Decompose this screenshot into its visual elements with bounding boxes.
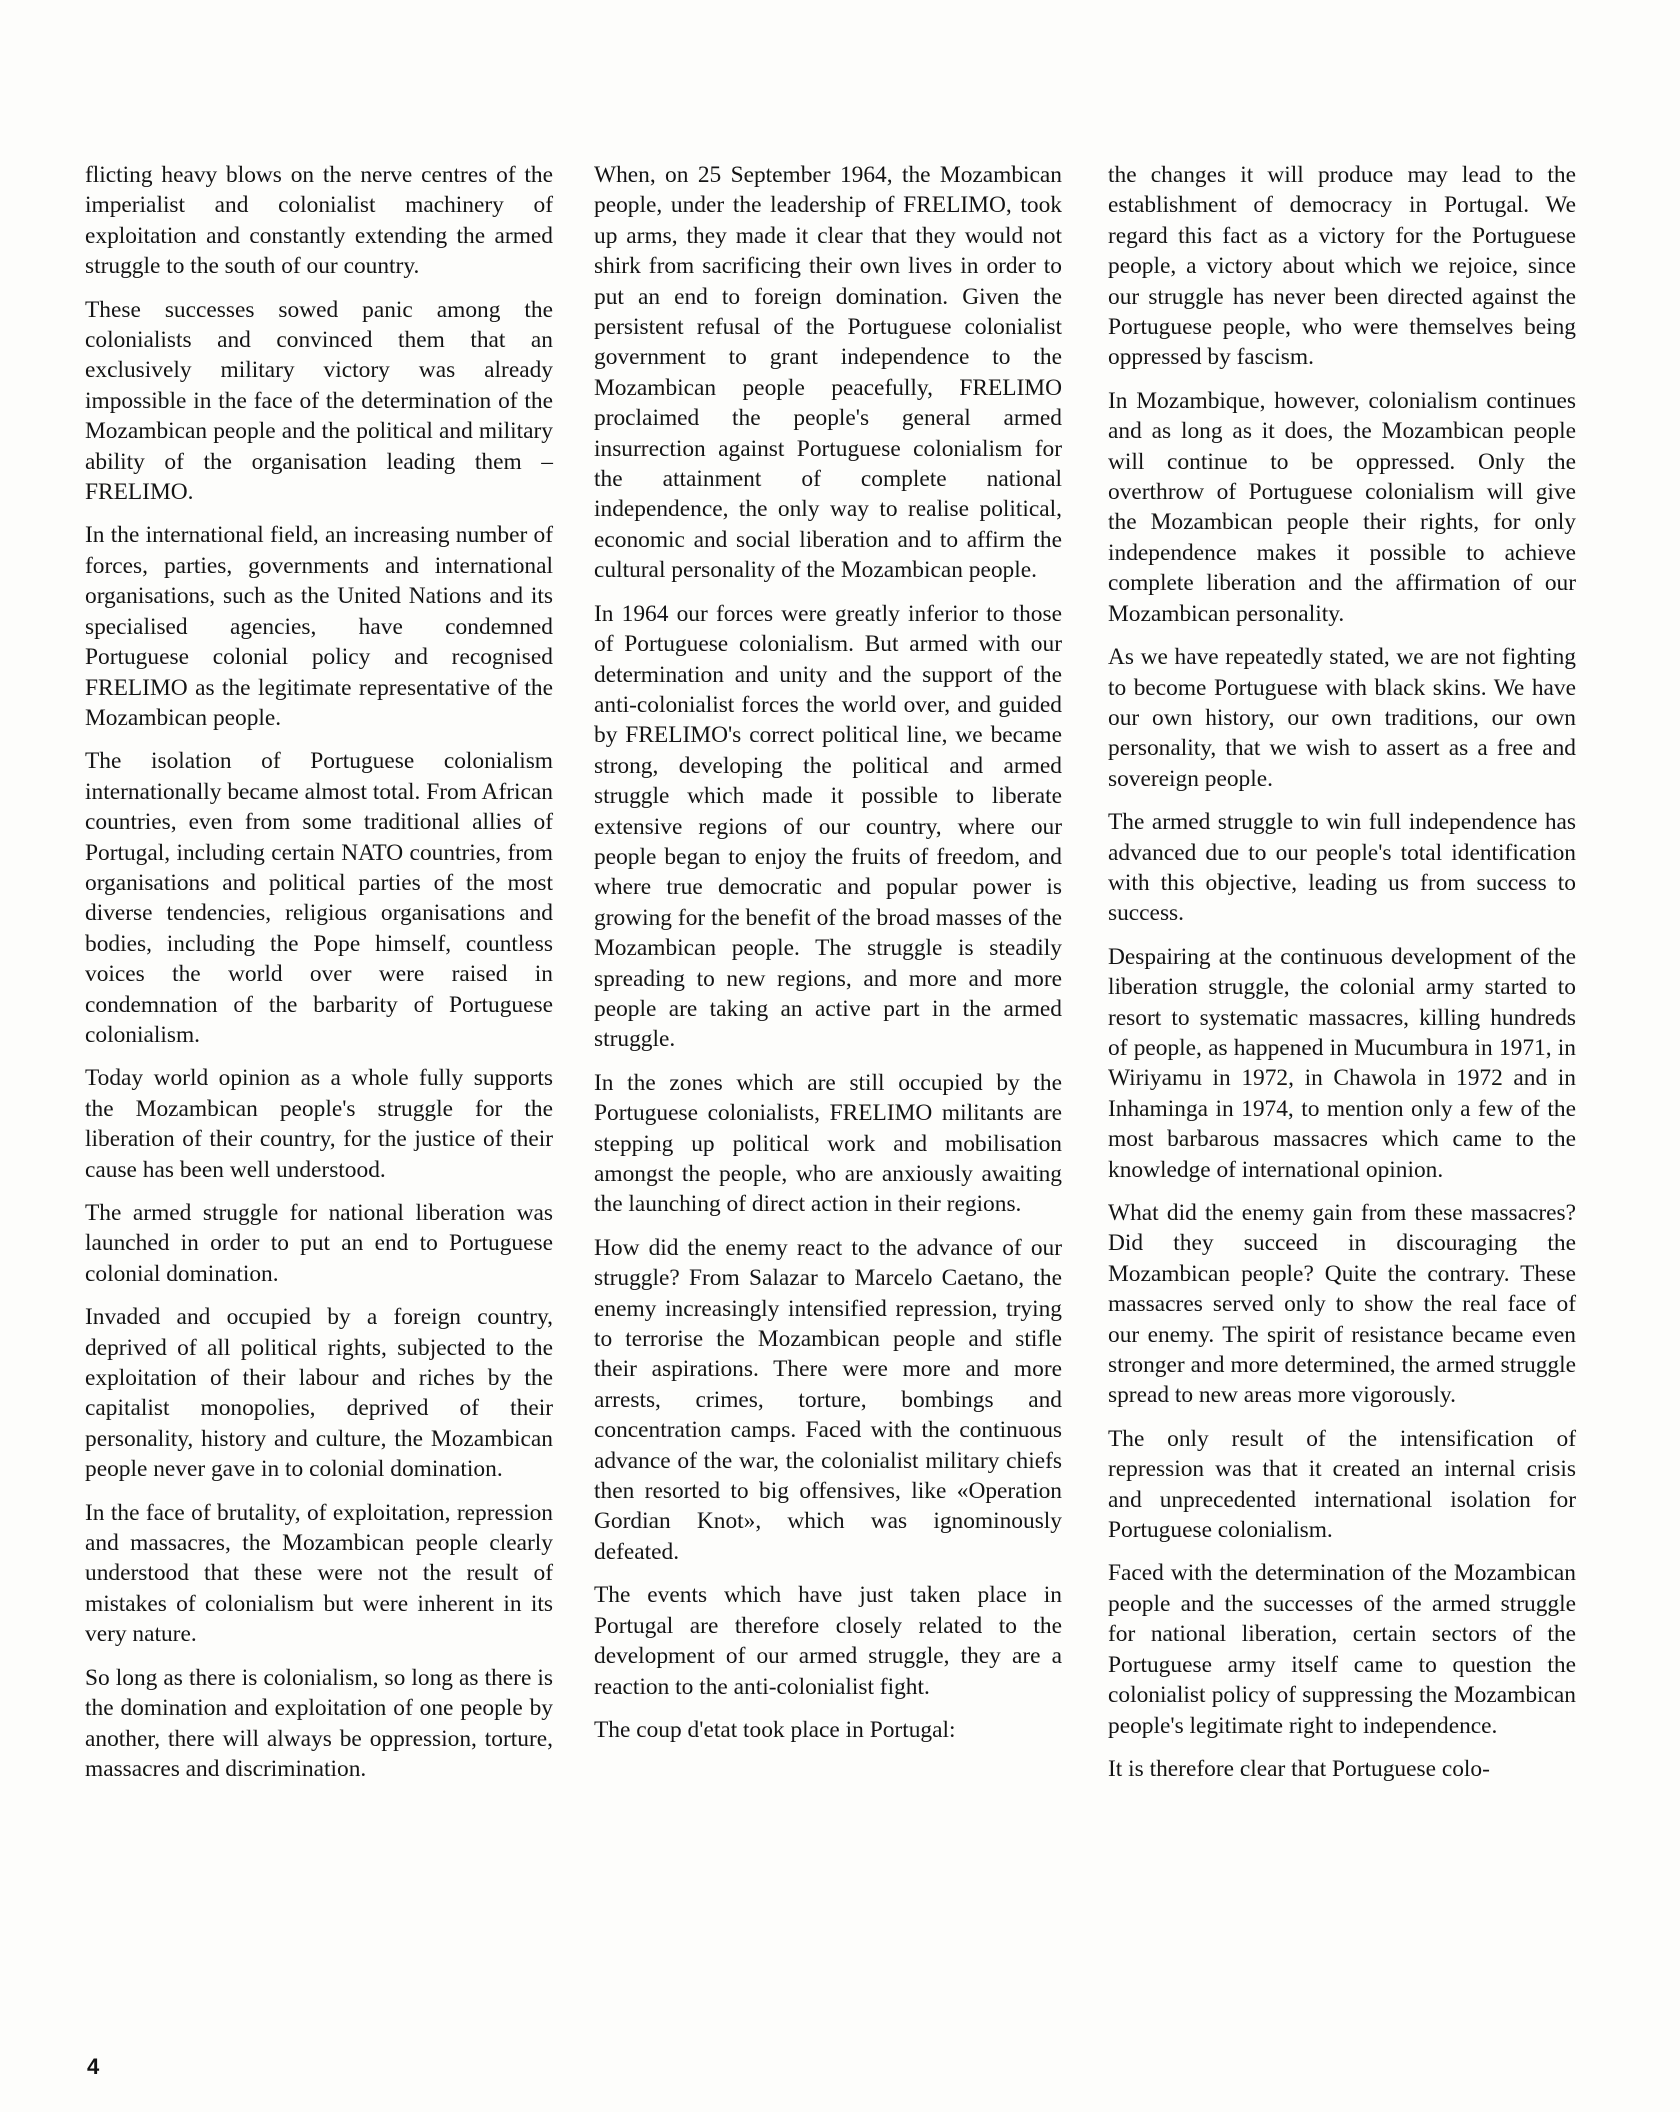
paragraph: the changes it will produce may lead to the establishment of democracy in Portugal. We regard this fact as a victory for the Portuguese people, a victory about which we rejoice, since our struggle has never been directed against the Portuguese people, who were themselves being oppressed by fascism. [1108,162,1576,371]
paragraph: The armed struggle to win full independence has advanced due to our people's total identification with this objective, leading us from success to success. [1108,809,1576,927]
paragraph: Invaded and occupied by a foreign country, deprived of all political rights, subjected to the exploitation of their labour and riches by the capitalist monopolies, deprived of their personality, history and culture, the Mozambican people never gave in to colonial domination. [85,1304,553,1483]
paragraph: These successes sowed panic among the colonialists and convinced them that an exclusively military victory was already impossible in the face of the determination of the Mozambican people and the political and military ability of the organisation leading them – FRELIMO. [85,296,553,506]
paragraph: When, on 25 September 1964, the Mozambican people, under the leadership of FRELIMO, took up arms, they made it clear that they would not shirk from sacrificing their own lives in order to put an end to foreign domination. Given the persistent refusal of the Portuguese colonialist government to grant independence to the Mozambican people peacefully, FRELIMO proclaimed the people's general armed insurrection against Portuguese colonialism for the attainment of complete national independence, the only way to realise political, economic and social liberation and to affirm the cultural personality of the Mozambican people. [594,162,1062,584]
paragraph: In the zones which are still occupied by the Portuguese colonialists, FRELIMO militants are stepping up political work and mobilisation amongst the people, who are anxiously awaiting the launching of direct action in their regions. [594,1069,1062,1218]
text-column-2 [594,160,1062,1758]
paragraph: The isolation of Portuguese colonialism internationally became almost total. From African countries, even from some traditional allies of Portugal, including certain NATO countries, from organisations and political parties of the most diverse tendencies, religious organisations and bodies, including the Pope himself, countless voices the world over were raised in condemnation of the barbarity of Portuguese colonialism. [85,748,553,1048]
paragraph: The armed struggle for national liberation was launched in order to put an end to Portuguese colonial domination. [85,1200,553,1287]
paragraph: How did the enemy react to the advance of our struggle? From Salazar to Marcelo Caetano, the enemy increasingly intensified repression, trying to terrorise the Mozambican people and stifle their aspirations. There were more and more arrests, crimes, torture, bombings and concentration camps. Faced with the continuous advance of the war, the colonialist military chiefs then resorted to big offensives, like «Operation Gordian Knot», which was ignominously defeated. [594,1234,1062,1565]
paragraph: The only result of the intensification of repression was that it created an internal crisis and unprecedented international isolation for Portuguese colonialism. [1108,1425,1576,1544]
paragraph: As we have repeatedly stated, we are not fighting to become Portuguese with black skins. We have our own history, our own traditions, our own personality, that we wish to assert as a free and sovereign people. [1108,644,1576,792]
paragraph: Faced with the determination of the Mozambican people and the successes of the armed struggle for national liberation, certain sectors of the Portuguese army itself came to question the colonialist policy of suppressing the Mozambican people's legitimate right to independence. [1108,1560,1576,1739]
paragraph: So long as there is colonialism, so long as there is the domination and exploitation of one people by another, there will always be oppression, torture, massacres and discrimination. [85,1664,553,1782]
paragraph: Today world opinion as a whole fully supports the Mozambican people's struggle for the liberation of their country, for the justice of their cause has been well understood. [85,1065,553,1183]
paragraph: flicting heavy blows on the nerve centres of the imperialist and colonialist machinery of exploitation and constantly extending the armed struggle to the south of our country. [85,162,553,280]
paragraph: In 1964 our forces were greatly inferior to those of Portuguese colonialism. But armed with our determination and unity and the support of the anti-colonialist forces the world over, and guided by FRELIMO's correct political line, we became strong, developing the political and armed struggle which made it possible to liberate extensive regions of our country, where our people began to enjoy the fruits of freedom, and where true democratic and popular power is growing for the benefit of the broad masses of the Mozambican people. The struggle is steadily spreading to new regions, and more and more people are taking an active part in the armed struggle. [594,600,1062,1053]
page-number: 4 [87,2054,100,2079]
paragraph: It is therefore clear that Portuguese colo- [1108,1755,1490,1782]
paragraph: What did the enemy gain from these massacres? Did they succeed in discouraging the Mozambican people? Quite the contrary. These massacres served only to show the real face of our enemy. The spirit of resistance became even stronger and more determined, the armed struggle spread to new areas more vigorously. [1108,1200,1576,1409]
paragraph: In Mozambique, however, colonialism continues and as long as it does, the Mozambican people will continue to be oppressed. Only the overthrow of Portuguese colonialism will give the Mozambican people their rights, for only independence makes it possible to achieve complete liberation and the affirmation of our Mozambican personality. [1108,387,1576,627]
paragraph: Despairing at the continuous development of the liberation struggle, the colonial army started to resort to systematic massacres, killing hundreds of people, as happened in Mucumbura in 1971, in Wiriyamu in 1972, in Chawola in 1972 and in Inhaminga in 1974, to mention only a few of the most barbarous massacres which came to the knowledge of international opinion. [1108,943,1576,1183]
text-column-3 [1108,160,1576,1797]
paragraph: The events which have just taken place in Portugal are therefore closely related to the development of our armed struggle, they are a reaction to the anti-colonialist fight. [594,1582,1062,1700]
text-column-1 [85,160,553,1797]
paragraph: In the face of brutality, of exploitation, repression and massacres, the Mozambican people clearly understood that these were not the result of mistakes of colonialism but were inherent in its very nature. [85,1499,553,1648]
paragraph: In the international field, an increasing number of forces, parties, governments and international organisations, such as the United Nations and its specialised agencies, have condemned Portuguese colonial policy and recognised FRELIMO as the legitimate representative of the Mozambican people. [85,522,553,731]
paragraph: The coup d'etat took place in Portugal: [594,1716,956,1743]
